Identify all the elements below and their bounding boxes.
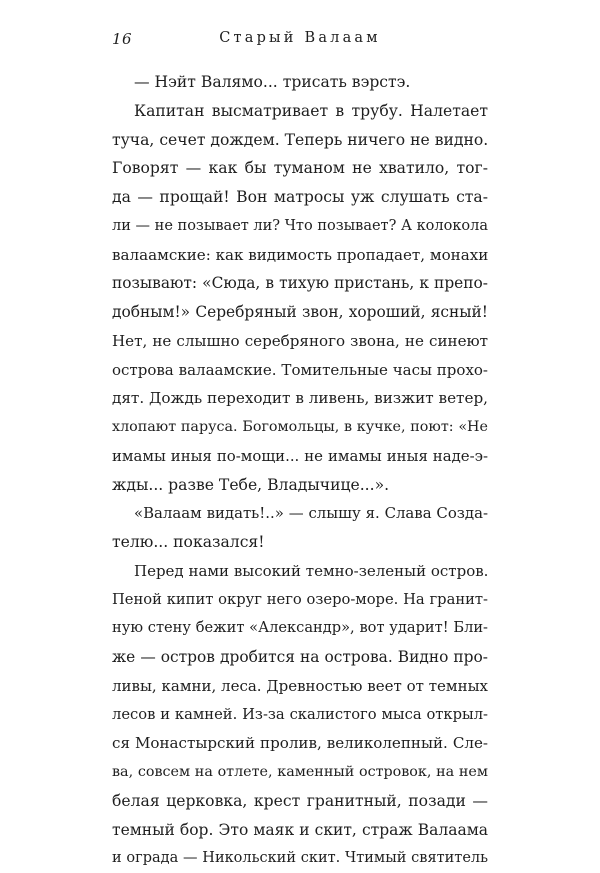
text-line: ся Монастырский пролив, великолепный. Сле-	[112, 734, 488, 753]
text-line: лесов и камней. Из-за скалистого мыса открыл-	[112, 705, 488, 723]
text-line: белая церковка, крест гранитный, позади —	[112, 791, 488, 810]
body-text	[112, 68, 488, 873]
text-line: острова валаамские. Томительные часы прохо-	[112, 360, 488, 379]
text-line: Говорят — как бы туманом не хватило, тог-	[112, 159, 488, 178]
text-line: добным!» Серебряный звон, хороший, ясный!	[112, 303, 488, 321]
text-line: ливы, камни, леса. Древностью веет от темных	[112, 676, 488, 695]
text-line: Перед нами высокий темно-зеленый остров.	[134, 561, 489, 580]
text-line: ную стену бежит «Александр», вот ударит! Бли-	[112, 619, 488, 637]
text-line: да — прощай! Вон матросы уж слушать ста-	[112, 188, 488, 206]
text-line: и ограда — Никольский скит. Чтимый святитель	[112, 850, 488, 867]
book-title: Старый Валаам	[219, 30, 381, 46]
text-line: «Валаам видать!..» — слышу я. Слава Созда-	[134, 504, 488, 523]
text-line: Пеной кипит округ него озеро-море. На гранит-	[112, 590, 488, 608]
text-line: дят. Дождь переходит в ливень, визжит ветер,	[112, 389, 488, 408]
text-line: валаамские: как видимость пропадает, монахи	[112, 245, 489, 264]
text-line: жды... разве Тебе, Владычице...».	[112, 475, 390, 494]
text-line: — Нэйт Валямо... трисать вэрстэ.	[134, 73, 411, 91]
text-line: Нет, не слышно серебряного звона, не синеют	[112, 331, 488, 350]
text-line: Капитан высматривает в трубу. Налетает	[134, 101, 488, 120]
text-line: хлопают паруса. Богомольцы, в кучке, поют: «Не	[112, 419, 488, 435]
text-line: туча, сечет дождем. Теперь ничего не видно.	[112, 130, 489, 149]
running-head	[112, 30, 488, 54]
text-line: ли — не позывает ли? Что позывает? А колокола	[112, 217, 488, 234]
text-line: телю... показался!	[112, 533, 265, 551]
text-line: темный бор. Это маяк и скит, страж Валаама	[112, 820, 488, 839]
page-number: 16	[112, 30, 133, 48]
text-line: ва, совсем на отлете, каменный островок, на нем	[112, 764, 488, 780]
text-line: же — остров дробится на острова. Видно про-	[112, 648, 488, 666]
text-line: позывают: «Сюда, в тихую пристань, к препо-	[112, 274, 488, 293]
text-line: имамы иныя по-мощи... не имамы иныя наде-э-	[112, 446, 488, 465]
